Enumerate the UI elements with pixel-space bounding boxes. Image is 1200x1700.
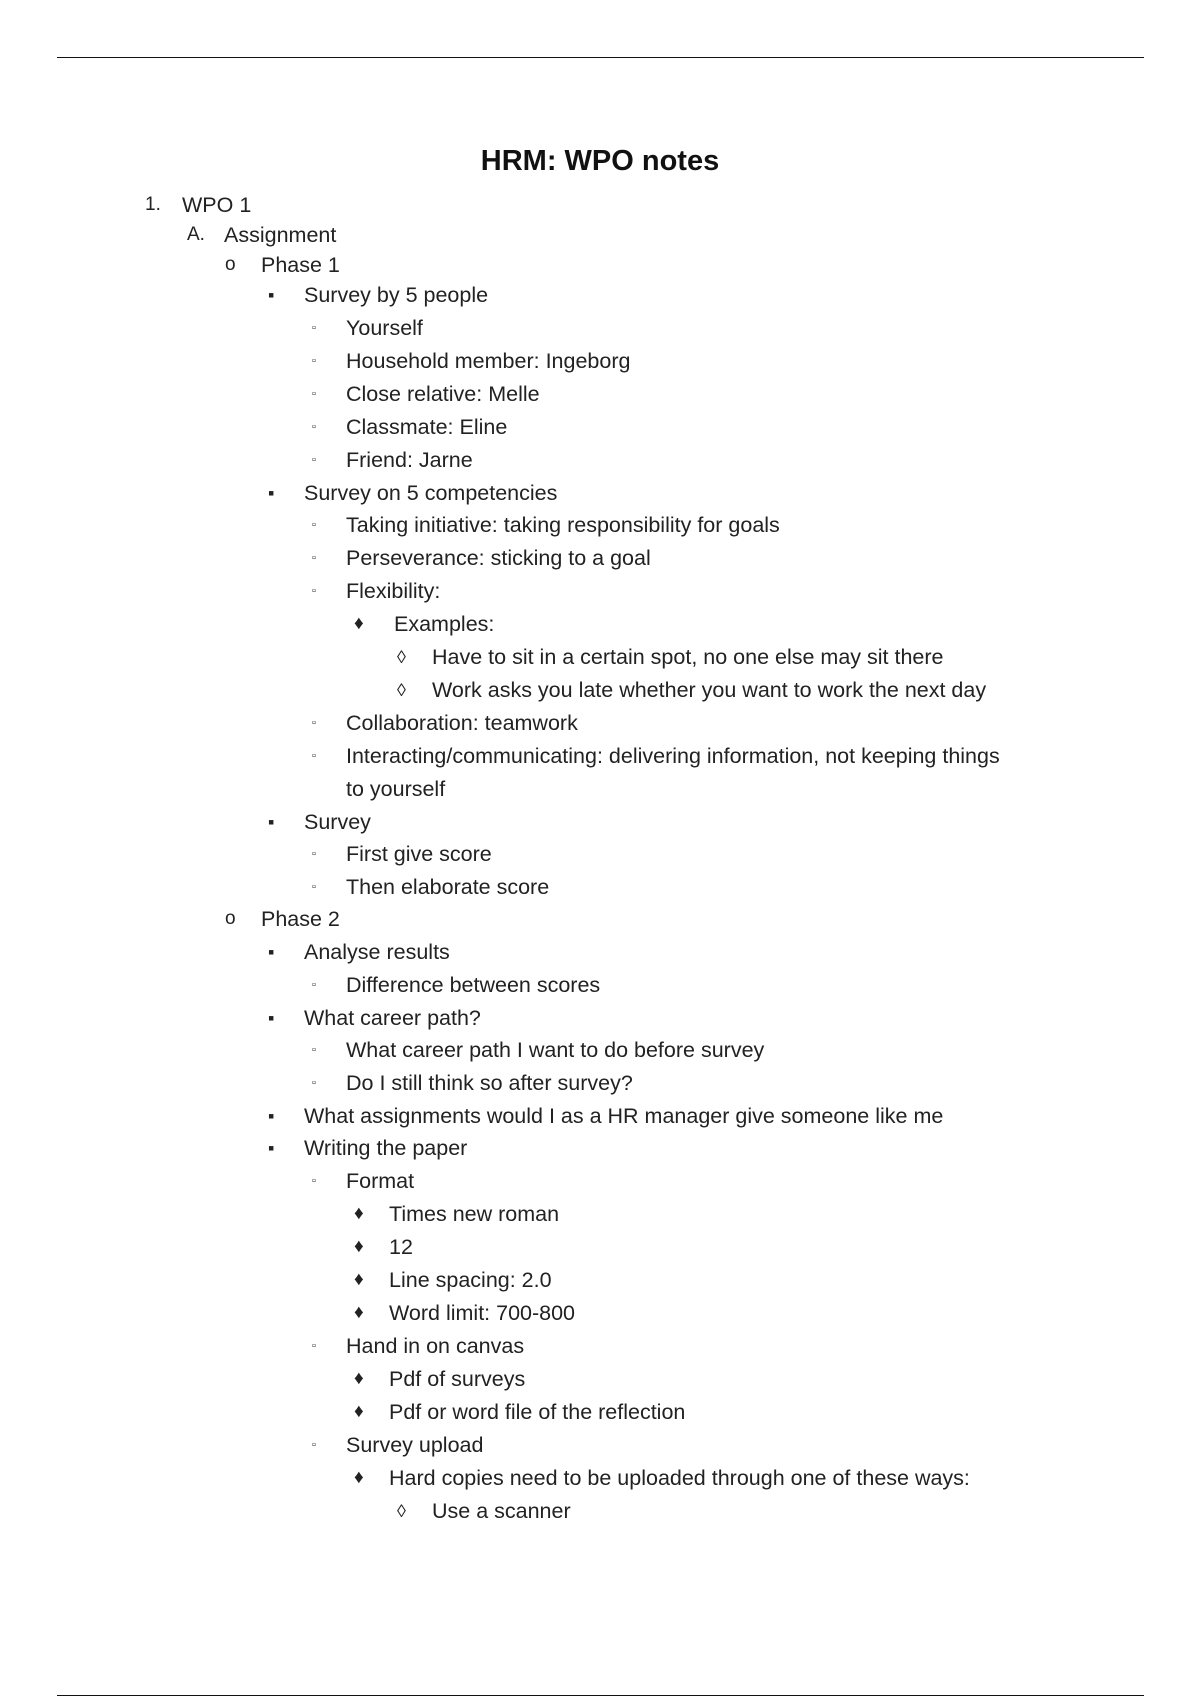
list-marker: ▫	[312, 1439, 316, 1451]
list-marker: ▪	[268, 1008, 275, 1028]
footer-rule	[57, 1695, 1144, 1696]
list-item: Assignment	[224, 223, 337, 247]
list-item: Hard copies need to be uploaded through one of these ways:	[389, 1466, 970, 1490]
list-item: Do I still think so after survey?	[346, 1071, 633, 1095]
list-item: Have to sit in a certain spot, no one else may sit there	[432, 645, 944, 669]
list-item: Word limit: 700-800	[389, 1301, 576, 1325]
list-item: Line spacing: 2.0	[389, 1268, 552, 1292]
list-item: Close relative: Melle	[346, 382, 540, 406]
list-item: Taking initiative: taking responsibility for goals	[346, 513, 780, 537]
list-item: Difference between scores	[346, 973, 601, 997]
list-item: Work asks you late whether you want to work the next day	[432, 678, 987, 702]
list-marker: ♦	[354, 1467, 364, 1488]
list-marker: ▫	[312, 717, 316, 729]
list-item: Format	[346, 1169, 415, 1193]
list-item: Collaboration: teamwork	[346, 711, 578, 735]
list-item: Pdf of surveys	[389, 1367, 526, 1391]
list-item: What career path?	[304, 1006, 481, 1030]
list-marker: ♦	[354, 1203, 364, 1224]
list-marker: ▪	[268, 285, 275, 305]
list-marker: ▫	[312, 454, 316, 466]
list-marker: ▫	[312, 1044, 316, 1056]
list-item: Flexibility:	[346, 579, 441, 603]
list-marker: ◊	[397, 680, 406, 700]
list-marker: o	[225, 254, 236, 275]
list-item: 12	[389, 1235, 413, 1259]
list-marker: ♦	[354, 1302, 364, 1323]
list-marker: ♦	[354, 613, 364, 634]
list-item: to yourself	[346, 777, 446, 801]
list-marker: ▫	[312, 848, 316, 860]
list-marker: ▫	[312, 750, 316, 762]
list-item: Analyse results	[304, 940, 450, 964]
list-marker: ▫	[312, 519, 316, 531]
list-item: Survey upload	[346, 1433, 484, 1457]
list-marker: ▪	[268, 942, 275, 962]
list-item: Interacting/communicating: delivering information, not keeping things	[346, 744, 1000, 768]
list-marker: o	[225, 908, 236, 929]
list-item: Survey	[304, 810, 371, 834]
list-marker: ▫	[312, 1340, 316, 1352]
list-item: Use a scanner	[432, 1499, 571, 1523]
list-item: Hand in on canvas	[346, 1334, 525, 1358]
list-marker: ◊	[397, 1501, 406, 1521]
list-item: Household member: Ingeborg	[346, 349, 631, 373]
list-marker: A.	[187, 224, 205, 245]
list-marker: ♦	[354, 1269, 364, 1290]
list-item: Survey on 5 competencies	[304, 481, 558, 505]
list-marker: ▫	[312, 1175, 316, 1187]
list-item: What career path I want to do before survey	[346, 1038, 765, 1062]
list-marker: ▪	[268, 1106, 275, 1126]
list-item: Phase 2	[261, 907, 340, 931]
list-item: What assignments would I as a HR manager give someone like me	[304, 1104, 944, 1128]
list-marker: ▫	[312, 355, 316, 367]
list-marker: ▫	[312, 1077, 316, 1089]
list-item: WPO 1	[182, 193, 252, 217]
list-marker: ▫	[312, 388, 316, 400]
list-marker: ♦	[354, 1368, 364, 1389]
list-marker: ▪	[268, 483, 275, 503]
list-marker: ▫	[312, 881, 316, 893]
list-marker: ▫	[312, 979, 316, 991]
list-item: Perseverance: sticking to a goal	[346, 546, 651, 570]
header-rule	[57, 57, 1144, 58]
list-marker: ▫	[312, 322, 316, 334]
document-title: HRM: WPO notes	[480, 145, 720, 177]
list-marker: 1.	[145, 194, 161, 215]
list-marker: ▪	[268, 1138, 275, 1158]
list-marker: ♦	[354, 1236, 364, 1257]
list-item: Friend: Jarne	[346, 448, 473, 472]
list-item: Then elaborate score	[346, 875, 550, 899]
list-item: Times new roman	[389, 1202, 560, 1226]
list-marker: ▫	[312, 585, 316, 597]
list-item: Examples:	[394, 612, 495, 636]
list-marker: ♦	[354, 1401, 364, 1422]
list-item: Phase 1	[261, 253, 340, 277]
list-item: Writing the paper	[304, 1136, 468, 1160]
list-marker: ▫	[312, 552, 316, 564]
list-item: First give score	[346, 842, 492, 866]
list-item: Survey by 5 people	[304, 283, 489, 307]
list-marker: ▪	[268, 812, 275, 832]
list-item: Yourself	[346, 316, 423, 340]
list-marker: ◊	[397, 647, 406, 667]
list-item: Classmate: Eline	[346, 415, 508, 439]
list-item: Pdf or word file of the reflection	[389, 1400, 686, 1424]
list-marker: ▫	[312, 421, 316, 433]
